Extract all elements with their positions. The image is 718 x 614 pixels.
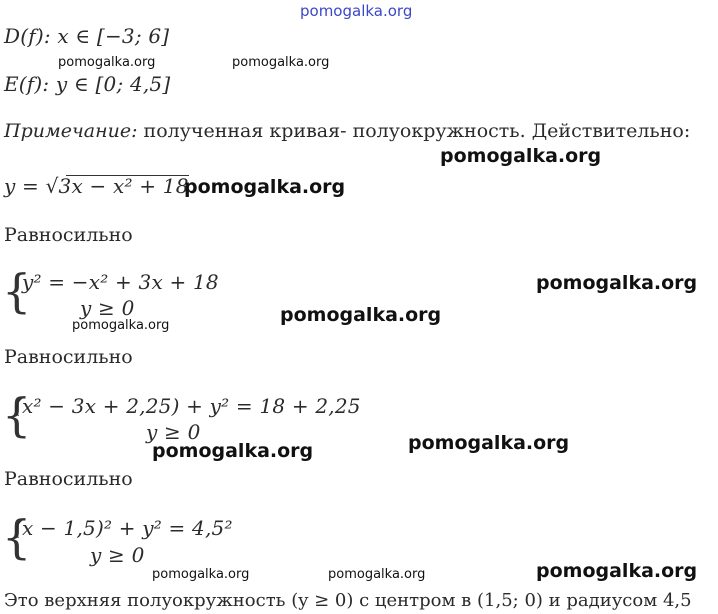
system1-line2: y ≥ 0 bbox=[80, 296, 135, 320]
brace-icon: { bbox=[2, 510, 32, 564]
watermark: pomogalka.org bbox=[152, 567, 250, 582]
sqrt-lhs: y = bbox=[4, 174, 46, 198]
sqrt-expression bbox=[46, 174, 189, 198]
watermark: pomogalka.org bbox=[440, 145, 602, 167]
brace-icon: { bbox=[2, 264, 32, 318]
equivalent-label: Равносильно bbox=[4, 468, 133, 490]
note-label: Примечание: bbox=[4, 120, 138, 142]
watermark: pomogalka.org bbox=[280, 304, 442, 326]
watermark: pomogalka.org bbox=[152, 440, 314, 462]
watermark: pomogalka.org bbox=[536, 560, 698, 582]
note-paragraph bbox=[4, 120, 690, 142]
system3-line2: y ≥ 0 bbox=[90, 543, 145, 567]
watermark-top[interactable]: pomogalka.org bbox=[300, 2, 413, 20]
domain-line: D(f): x ∈ [−3; 6] bbox=[4, 24, 170, 48]
radical-sign-icon: √ bbox=[45, 174, 59, 198]
radical-bar bbox=[66, 175, 189, 176]
brace-icon: { bbox=[2, 388, 32, 442]
equivalent-label: Равносильно bbox=[4, 224, 133, 246]
note-text: полученная кривая- полуокружность. Действительно: bbox=[137, 120, 691, 142]
sqrt-radicand: 3x − x² + 18 bbox=[58, 174, 189, 198]
watermark: pomogalka.org bbox=[72, 318, 170, 333]
system2-line2: y ≥ 0 bbox=[146, 420, 201, 444]
watermark: pomogalka.org bbox=[328, 567, 426, 582]
system3-line1: (x − 1,5)² + y² = 4,5² bbox=[14, 516, 233, 540]
watermark: pomogalka.org bbox=[58, 55, 156, 70]
conclusion: Это верхняя полуокружность (y ≥ 0) с центром в (1,5; 0) и радиусом 4,5 bbox=[4, 590, 692, 611]
system1-line1: y² = −x² + 3x + 18 bbox=[22, 270, 219, 294]
sqrt-equation bbox=[4, 174, 189, 198]
equivalent-label: Равносильно bbox=[4, 346, 133, 368]
range-line: E(f): y ∈ [0; 4,5] bbox=[4, 72, 171, 96]
system2-line1: (x² − 3x + 2,25) + y² = 18 + 2,25 bbox=[14, 394, 361, 418]
watermark: pomogalka.org bbox=[184, 176, 346, 198]
watermark: pomogalka.org bbox=[536, 272, 698, 294]
watermark: pomogalka.org bbox=[408, 432, 570, 454]
watermark: pomogalka.org bbox=[232, 55, 330, 70]
